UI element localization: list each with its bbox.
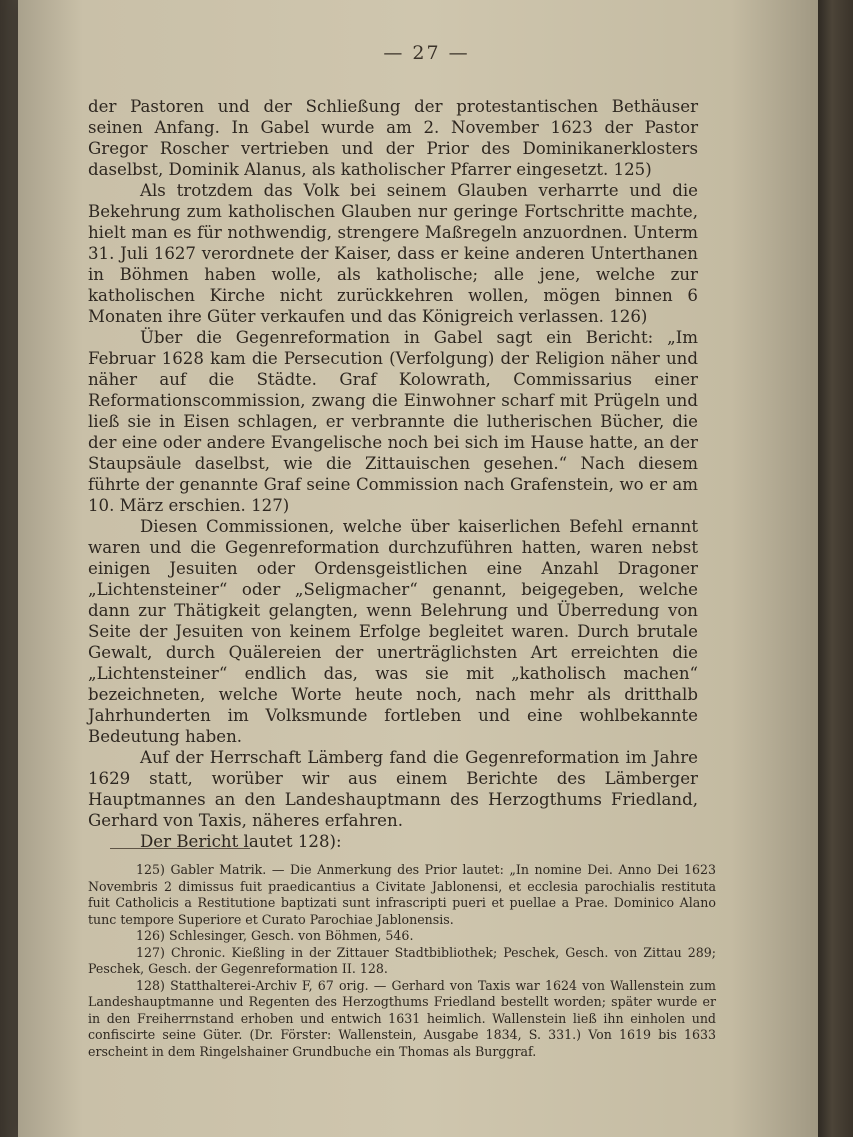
paragraph: Auf der Herrschaft Lämberg fand die Gegenreformation im Jahre 1629 statt, worüber wir aus einem Berichte des Lämberger Hauptmannes an den Landeshauptmann des Herzogthums Friedland, Gerhard von Taxis, näheres erfahren. [88, 748, 698, 830]
book-edge [818, 0, 853, 1137]
main-text [88, 96, 698, 852]
paragraph: Diesen Commissionen, welche über kaiserlichen Befehl ernannt waren und die Gegenreformation durchzuführen hatten, waren nebst einigen Jesuiten oder Ordensgeistlichen eine Anzahl Dragoner „Lichtensteiner“ oder „Seligmacher“ genannt, beigegeben, welche dann zur Thätigkeit gelangten, wenn Belehrung und Überredung von Seite der Jesuiten von keinem Erfolge begleitet waren. Durch brutale Gewalt, durch Quälereien der unerträglichsten Art erreichten die „Lichtensteiner“ endlich das, was sie mit „katholisch machen“ bezeichneten, welche Worte heute noch, nach mehr als dritthalb Jahrhunderten im Volksmunde fortleben und eine wohlbekannte Bedeutung haben. [88, 517, 698, 746]
page-number: — 27 — [383, 42, 470, 64]
footnote: 125) Gabler Matrik. — Die Anmerkung des Prior lautet: „In nomine Dei. Anno Dei 1623 Novembris 2 dimissus fuit praedicantius a Civitate Jablonensi, et ecclesia parochialis restituta fuit Catholicis a Restitutione baptizati sunt infrascripti pueri et puellae a Prae. Dominico Alano tunc tempore Superiore et Curato Parochiae Jablonensis. [88, 862, 716, 927]
footnote: 128) Statthalterei-Archiv F, 67 orig. — Gerhard von Taxis war 1624 von Wallenstein zum Landeshauptmanne und Regenten des Herzogthums Friedland bestellt worden; später wurde er in den Freiherrnstand erhoben und entwich 1631 heimlich. Wallenstein ließ ihn einholen und confiscirte seine Güter. (Dr. Förster: Wallenstein, Ausgabe 1834, S. 331.) Von 1619 bis 1633 erscheint in dem Ringelshainer Grundbuche ein Thomas als Burggraf. [88, 977, 716, 1059]
footnote: 126) Schlesinger, Gesch. von Böhmen, 546. [136, 928, 414, 943]
footnotes [88, 862, 716, 1060]
footnote: 127) Chronic. Kießling in der Zittauer Stadtbibliothek; Peschek, Gesch. von Zittau 289; Peschek, Gesch. der Gegenreformation II. 128. [88, 944, 716, 976]
paragraph: Über die Gegenreformation in Gabel sagt ein Bericht: „Im Februar 1628 kam die Persecution (Verfolgung) der Religion näher und näher auf die Städte. Graf Kolowrath, Commissarius einer Reformationscommission, zwang die Einwohner scharf mit Prügeln und ließ sie in Eisen schlagen, er verbrannte die lutherischen Bücher, die der eine oder andere Evangelische noch bei sich im Hause hatte, an der Staupsäule daselbst, wie die Zittauischen gesehen.“ Nach diesem führte der genannte Graf seine Commission nach Grafenstein, wo er am 10. März erschien. 127) [88, 328, 698, 515]
paragraph: Der Bericht lautet 128): [140, 832, 342, 851]
footnote-separator [110, 848, 250, 849]
paragraph: der Pastoren und der Schließung der protestantischen Bethäuser seinen Anfang. In Gabel wurde am 2. November 1623 der Pastor Gregor Roscher vertrieben und der Prior des Dominikanerklosters daselbst, Dominik Alanus, als katholischer Pfarrer eingesetzt. 125) [88, 97, 698, 179]
paragraph: Als trotzdem das Volk bei seinem Glauben verharrte und die Bekehrung zum katholischen Glauben nur geringe Fortschritte machte, hielt man es für nothwendig, strengere Maßregeln anzuordnen. Unterm 31. Juli 1627 verordnete der Kaiser, dass er keine anderen Unterthanen in Böhmen haben wolle, als katholische; alle jene, welche zur katholischen Kirche nicht zurückkehren wollen, mögen binnen 6 Monaten ihre Güter verkaufen und das Königreich verlassen. 126) [88, 181, 698, 326]
